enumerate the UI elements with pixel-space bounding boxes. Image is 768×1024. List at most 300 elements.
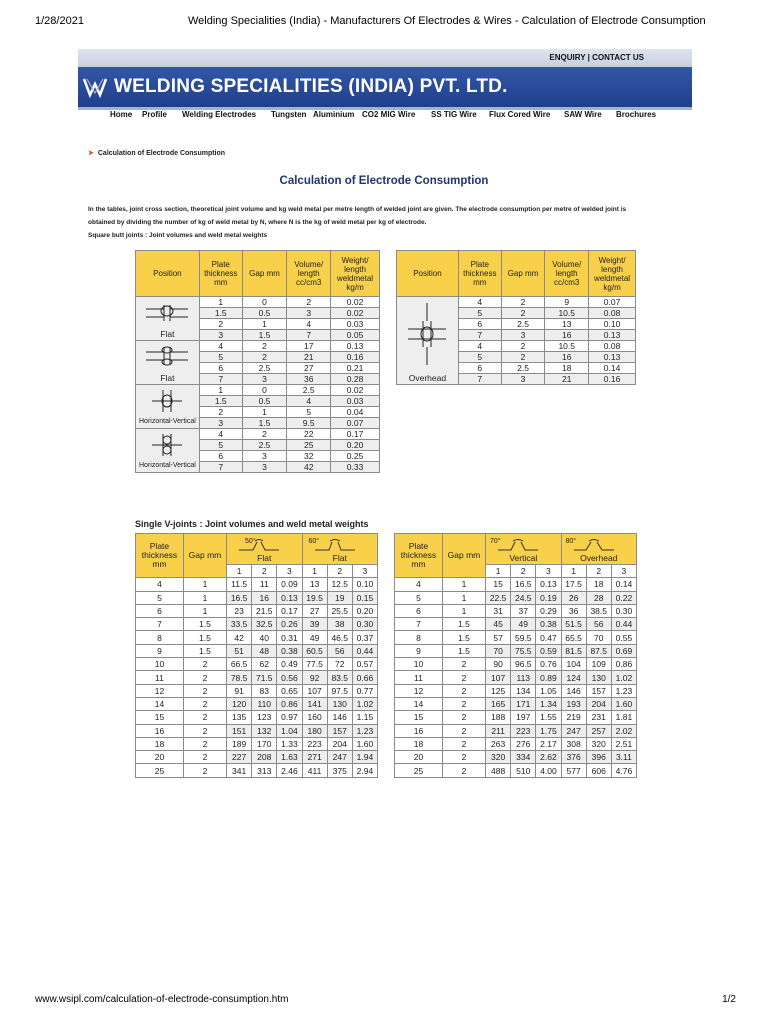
cell: 20	[395, 751, 443, 764]
table-row	[136, 644, 378, 657]
col-1-header: 1	[302, 565, 327, 578]
cell: 11	[395, 671, 443, 684]
cell: 0.49	[277, 658, 302, 671]
cell: 39	[302, 618, 327, 631]
cell: 87.5	[586, 644, 611, 657]
cell: 0.14	[611, 578, 636, 591]
cell: 78.5	[227, 671, 252, 684]
cell: 1.5	[199, 308, 242, 319]
cell: 2	[501, 352, 545, 363]
table-row	[395, 697, 637, 710]
cell: 4	[136, 578, 184, 591]
cell: 71.5	[252, 671, 277, 684]
cell: 18	[395, 737, 443, 750]
cell: 7	[136, 618, 184, 631]
cell: 0.25	[331, 451, 380, 462]
cell: 2.5	[287, 385, 331, 396]
gap-header: Gap mm	[242, 251, 287, 297]
cell: 120	[227, 697, 252, 710]
cell: 6	[136, 604, 184, 617]
nav-home[interactable]: Home	[110, 110, 133, 119]
gap-header: Gap mm	[442, 534, 485, 578]
cell: 12	[395, 684, 443, 697]
cell: 23	[227, 604, 252, 617]
cell: 5	[458, 308, 501, 319]
cell: 2	[242, 352, 287, 363]
angle-label: 70°	[490, 538, 501, 545]
table-row	[136, 631, 378, 644]
cell: 0.59	[536, 644, 561, 657]
cell: 33.5	[227, 618, 252, 631]
cell: 110	[252, 697, 277, 710]
breadcrumb-current[interactable]: Calculation of Electrode Consumption	[97, 150, 226, 157]
cell: 0.89	[536, 671, 561, 684]
site-banner	[78, 67, 692, 110]
cell: 2.94	[352, 764, 377, 777]
table-row	[136, 671, 378, 684]
cell: 2	[501, 341, 545, 352]
cell: 0.86	[611, 658, 636, 671]
position-label: Overhead	[408, 372, 447, 383]
position-label: Vertical	[509, 553, 538, 563]
cell: 38.5	[586, 604, 611, 617]
cell: 16	[395, 724, 443, 737]
table-row	[395, 631, 637, 644]
top-link-bar	[78, 49, 692, 67]
table-row	[136, 618, 378, 631]
cell: 7	[458, 330, 501, 341]
position-cell	[136, 297, 200, 341]
angle-80-overhead-header	[561, 534, 637, 565]
cell: 0.44	[352, 644, 377, 657]
cell: 4.00	[536, 764, 561, 777]
plate-thickness-header: Plate thickness mm	[395, 534, 443, 578]
table-row	[395, 764, 637, 777]
volume-header: Volume/ length cc/cm3	[545, 251, 589, 297]
cell: 42	[287, 462, 331, 473]
cell: 4	[287, 319, 331, 330]
position-header: Position	[136, 251, 200, 297]
cell: 25.5	[327, 604, 352, 617]
cell: 3	[199, 330, 242, 341]
cell: 72	[327, 658, 352, 671]
cell: 0.97	[277, 711, 302, 724]
cell: 5	[199, 440, 242, 451]
cell: 5	[199, 352, 242, 363]
col-2-header: 2	[586, 565, 611, 578]
cell: 1.02	[611, 671, 636, 684]
cell: 0.02	[331, 297, 380, 308]
cell: 96.5	[511, 658, 536, 671]
cell: 1.63	[277, 751, 302, 764]
cell: 51	[227, 644, 252, 657]
table-row	[395, 724, 637, 737]
enquiry-link[interactable]: ENQUIRY	[549, 53, 586, 62]
cell: 2	[199, 407, 242, 418]
cell: 223	[511, 724, 536, 737]
cell: 10	[395, 658, 443, 671]
cell: 37	[511, 604, 536, 617]
cell: 32.5	[252, 618, 277, 631]
cell: 11	[252, 578, 277, 591]
nav-co2-mig-wire[interactable]: CO2 MIG Wire	[362, 110, 416, 119]
cell: 59.5	[511, 631, 536, 644]
nav-profile[interactable]: Profile	[142, 110, 167, 119]
cell: 62	[252, 658, 277, 671]
cell: 1.94	[352, 751, 377, 764]
cell: 10.5	[545, 341, 589, 352]
cell: 2	[442, 658, 485, 671]
gap-header: Gap mm	[501, 251, 545, 297]
cell: 107	[486, 671, 511, 684]
cell: 197	[511, 711, 536, 724]
cell: 1	[199, 297, 242, 308]
cell: 0.17	[331, 429, 380, 440]
cell: 0.13	[536, 578, 561, 591]
cell: 2.5	[242, 363, 287, 374]
cell: 2	[183, 671, 226, 684]
cell: 7	[199, 374, 242, 385]
print-title: Welding Specialities (India) - Manufacturers Of Electrodes & Wires - Calculation of Electrode Consumption	[188, 15, 706, 27]
cell: 0.03	[331, 396, 380, 407]
cell: 211	[486, 724, 511, 737]
cell: 157	[327, 724, 352, 737]
cell: 66.5	[227, 658, 252, 671]
cell: 313	[252, 764, 277, 777]
cell: 91	[227, 684, 252, 697]
nav-flux-cored-wire[interactable]: Flux Cored Wire	[489, 110, 551, 119]
cell: 5	[458, 352, 501, 363]
cell: 6	[458, 363, 501, 374]
cell: 2	[287, 297, 331, 308]
cell: 227	[227, 751, 252, 764]
intro-line-1: In the tables, joint cross section, theoretical joint volume and kg weld metal per metre length of welded joint are given. The electrode consumption per metre of welded joint is	[88, 206, 627, 213]
table-row	[395, 737, 637, 750]
cell: 0.33	[331, 462, 380, 473]
nav-welding-electrodes[interactable]: Welding Electrodes	[182, 110, 257, 119]
cell: 42	[227, 631, 252, 644]
cell: 4	[199, 429, 242, 440]
cell: 25	[136, 764, 184, 777]
cell: 341	[227, 764, 252, 777]
cell: 0.76	[536, 658, 561, 671]
cell: 3	[242, 451, 287, 462]
position-label: Flat	[332, 553, 347, 563]
intro-line-3: Square butt joints : Joint volumes and weld metal weights	[88, 232, 268, 239]
cell: 0.20	[352, 604, 377, 617]
cell: 18	[586, 578, 611, 591]
cell: 510	[511, 764, 536, 777]
cell: 2	[442, 724, 485, 737]
cell: 1	[442, 604, 485, 617]
table-row	[395, 618, 637, 631]
cell: 0.10	[589, 319, 636, 330]
cell: 21	[287, 352, 331, 363]
cell: 308	[561, 737, 586, 750]
cell: 57	[486, 631, 511, 644]
cell: 46.5	[327, 631, 352, 644]
cell: 75.5	[511, 644, 536, 657]
cell: 0.28	[331, 374, 380, 385]
cell: 376	[561, 751, 586, 764]
table-row	[136, 341, 380, 352]
position-cell	[136, 385, 200, 429]
position-cell	[397, 297, 459, 385]
table-row	[136, 658, 378, 671]
cell: 1	[442, 591, 485, 604]
cell: 0.13	[277, 591, 302, 604]
cell: 14	[395, 697, 443, 710]
cell: 9.5	[287, 418, 331, 429]
cell: 0.15	[352, 591, 377, 604]
position-label: Horizontal-Vertical	[139, 418, 196, 425]
weight-header: Weight/ length weldmetal kg/m	[331, 251, 380, 297]
cell: 48	[252, 644, 277, 657]
angle-50-flat-header	[227, 534, 302, 565]
cell: 0.56	[277, 671, 302, 684]
cell: 0.13	[331, 341, 380, 352]
cell: 2	[242, 341, 287, 352]
cell: 488	[486, 764, 511, 777]
cell: 0.02	[331, 385, 380, 396]
table-header-row	[136, 534, 378, 565]
cell: 0.09	[277, 578, 302, 591]
cell: 3	[287, 308, 331, 319]
cell: 123	[252, 711, 277, 724]
cell: 0.55	[611, 631, 636, 644]
cell: 9	[395, 644, 443, 657]
angle-70-vertical-header	[486, 534, 561, 565]
col-2-header: 2	[511, 565, 536, 578]
table-row	[395, 711, 637, 724]
cell: 9	[545, 297, 589, 308]
table-row	[395, 604, 637, 617]
cell: 0.30	[611, 604, 636, 617]
cell: 3.11	[611, 751, 636, 764]
cell: 0.37	[352, 631, 377, 644]
cell: 10.5	[545, 308, 589, 319]
cell: 81.5	[561, 644, 586, 657]
col-2-header: 2	[252, 565, 277, 578]
cell: 180	[302, 724, 327, 737]
col-1-header: 1	[227, 565, 252, 578]
cell: 7	[458, 374, 501, 385]
cell: 2	[442, 711, 485, 724]
cell: 4	[199, 341, 242, 352]
cell: 4	[395, 578, 443, 591]
cell: 0.38	[536, 618, 561, 631]
cell: 2	[183, 658, 226, 671]
cell: 0.29	[536, 604, 561, 617]
v-joints-title: Single V-joints : Joint volumes and weld metal weights	[135, 519, 369, 529]
cell: 170	[252, 737, 277, 750]
cell: 151	[227, 724, 252, 737]
cell: 1	[442, 578, 485, 591]
cell: 0.20	[331, 440, 380, 451]
cell: 130	[327, 697, 352, 710]
cell: 0.08	[589, 341, 636, 352]
angle-label: 80°	[565, 538, 577, 545]
cell: 141	[302, 697, 327, 710]
cell: 83.5	[327, 671, 352, 684]
col-3-header: 3	[277, 565, 302, 578]
v-joint-table-left	[135, 533, 378, 778]
table-row	[136, 604, 378, 617]
cell: 1.5	[242, 418, 287, 429]
volume-header: Volume/ length cc/cm3	[287, 251, 331, 297]
nav-aluminium[interactable]: Aluminium	[313, 110, 355, 119]
cell: 257	[586, 724, 611, 737]
cell: 77.5	[302, 658, 327, 671]
cell: 0.5	[242, 308, 287, 319]
cell: 0.13	[589, 352, 636, 363]
print-header	[0, 15, 768, 31]
cell: 1.5	[442, 631, 485, 644]
cell: 3	[501, 330, 545, 341]
cell: 32	[287, 451, 331, 462]
cell: 17.5	[561, 578, 586, 591]
cell: 0.65	[277, 684, 302, 697]
cell: 6	[458, 319, 501, 330]
cell: 2	[183, 724, 226, 737]
cell: 134	[511, 684, 536, 697]
cell: 0	[242, 297, 287, 308]
cell: 1.75	[536, 724, 561, 737]
print-url: www.wsipl.com/calculation-of-electrode-consumption.htm	[35, 994, 289, 1005]
cell: 160	[302, 711, 327, 724]
cell: 0.04	[331, 407, 380, 418]
cell: 0.57	[352, 658, 377, 671]
cell: 1.23	[611, 684, 636, 697]
cell: 2	[183, 684, 226, 697]
nav-brochures[interactable]: Brochures	[616, 110, 657, 119]
cell: 0.19	[536, 591, 561, 604]
cell: 36	[287, 374, 331, 385]
cell: 0.30	[352, 618, 377, 631]
cell: 606	[586, 764, 611, 777]
table-header-row	[136, 251, 380, 297]
cell: 2.51	[611, 737, 636, 750]
table-row	[136, 385, 380, 396]
cell: 3	[242, 462, 287, 473]
cell: 65.5	[561, 631, 586, 644]
cell: 1.5	[183, 644, 226, 657]
cell: 1.81	[611, 711, 636, 724]
cell: 15	[136, 711, 184, 724]
cell: 411	[302, 764, 327, 777]
cell: 15	[395, 711, 443, 724]
cell: 92	[302, 671, 327, 684]
position-label: Flat	[160, 328, 175, 339]
nav-ss-tig-wire[interactable]: SS TIG Wire	[431, 110, 477, 119]
nav-tungsten[interactable]: Tungsten	[271, 110, 307, 119]
cell: 2	[442, 737, 485, 750]
cell: 1.55	[536, 711, 561, 724]
cell: 0.16	[589, 374, 636, 385]
nav-saw-wire[interactable]: SAW Wire	[564, 110, 602, 119]
plate-thickness-header: Plate thickness mm	[199, 251, 242, 297]
cell: 2.46	[277, 764, 302, 777]
table-header-row	[395, 534, 637, 565]
cell: 1.5	[442, 618, 485, 631]
v-joint-table-right	[394, 533, 637, 778]
v-joint-right-body	[395, 578, 637, 777]
cell: 16.5	[227, 591, 252, 604]
cell: 49	[511, 618, 536, 631]
weight-header: Weight/ length weldmetal kg/m	[589, 251, 636, 297]
cell: 109	[586, 658, 611, 671]
cell: 2	[442, 684, 485, 697]
print-date: 1/28/2021	[35, 15, 84, 27]
cell: 1.5	[183, 618, 226, 631]
print-page-number: 1/2	[722, 994, 736, 1005]
cell: 0.47	[536, 631, 561, 644]
breadcrumb	[88, 149, 225, 157]
cell: 12.5	[327, 578, 352, 591]
cell: 2	[501, 308, 545, 319]
square-butt-flat-joint-icon	[142, 299, 192, 325]
cell: 0.66	[352, 671, 377, 684]
cell: 146	[327, 711, 352, 724]
cell: 0.21	[331, 363, 380, 374]
cell: 125	[486, 684, 511, 697]
cell: 22.5	[486, 591, 511, 604]
cell: 8	[395, 631, 443, 644]
cell: 11.5	[227, 578, 252, 591]
position-header: Position	[397, 251, 459, 297]
cell: 60.5	[302, 644, 327, 657]
cell: 0.13	[589, 330, 636, 341]
col-3-header: 3	[536, 565, 561, 578]
angle-label: 50°	[245, 538, 256, 545]
cell: 56	[586, 618, 611, 631]
cell: 113	[511, 671, 536, 684]
cell: 28	[586, 591, 611, 604]
cell: 13	[545, 319, 589, 330]
cell: 2.62	[536, 751, 561, 764]
cell: 0.10	[352, 578, 377, 591]
cell: 18	[136, 737, 184, 750]
company-logo-icon[interactable]	[82, 75, 108, 99]
cell: 38	[327, 618, 352, 631]
cell: 36	[561, 604, 586, 617]
cell: 21.5	[252, 604, 277, 617]
cell: 9	[136, 644, 184, 657]
cell: 49	[302, 631, 327, 644]
main-nav	[0, 110, 768, 122]
top-links-separator: |	[587, 53, 590, 62]
cell: 20	[136, 751, 184, 764]
table-row	[136, 697, 378, 710]
cell: 0.14	[589, 363, 636, 374]
cell: 83	[252, 684, 277, 697]
arrow-right-icon: ➤	[88, 150, 94, 157]
cell: 204	[586, 697, 611, 710]
contact-us-link[interactable]: CONTACT US	[592, 53, 644, 62]
table-row	[395, 591, 637, 604]
table-row	[395, 671, 637, 684]
cell: 90	[486, 658, 511, 671]
cell: 104	[561, 658, 586, 671]
table-row	[136, 724, 378, 737]
cell: 1.05	[536, 684, 561, 697]
cell: 6	[199, 363, 242, 374]
v-groove-50-icon	[239, 539, 279, 553]
cell: 6	[199, 451, 242, 462]
col-3-header: 3	[611, 565, 636, 578]
cell: 263	[486, 737, 511, 750]
cell: 3	[501, 374, 545, 385]
